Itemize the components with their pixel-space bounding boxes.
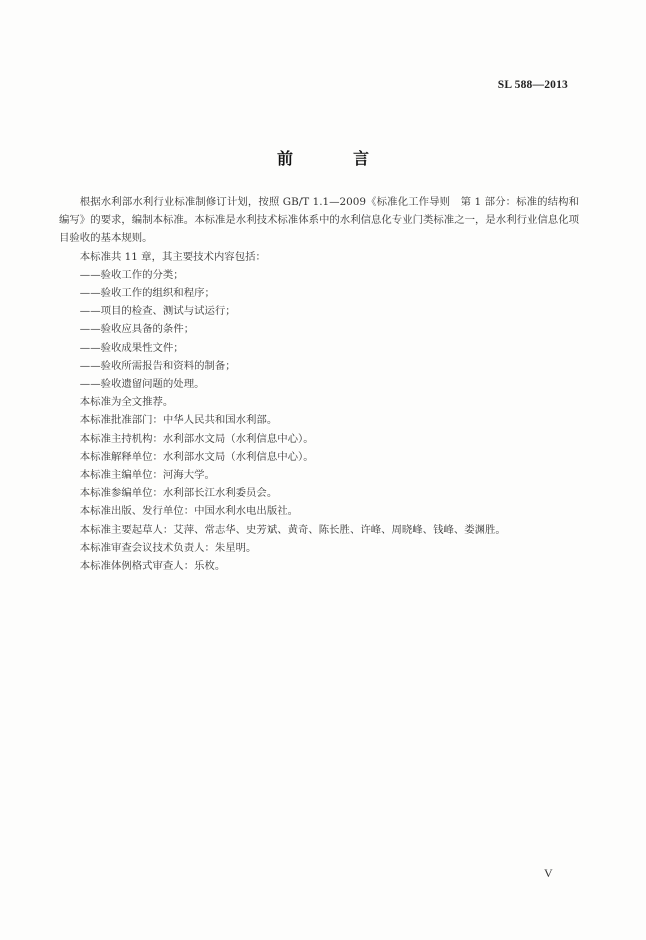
- list-item: ——验收成果性文件；: [79, 341, 184, 354]
- foreword-body: [59, 193, 579, 575]
- content-list: [59, 266, 579, 393]
- page-title: 前 言: [276, 149, 391, 168]
- chapters-intro: 本标准共 11 章，其主要技术内容包括：: [79, 250, 266, 263]
- info-line: 本标准解释单位：水利部水文局（水利信息中心）。: [79, 450, 314, 463]
- list-item: ——验收工作的组织和程序；: [79, 287, 215, 300]
- page-number: V: [544, 866, 553, 880]
- list-item: ——验收应具备的条件；: [79, 323, 195, 336]
- list-item: ——项目的检查、测试与试运行；: [79, 305, 236, 318]
- info-list: [59, 393, 579, 575]
- info-line: 本标准出版、发行单位：中国水利水电出版社。: [79, 505, 298, 518]
- info-line: 本标准批准部门：中华人民共和国水利部。: [79, 414, 278, 427]
- info-line: 本标准主持机构：水利部水文局（水利信息中心）。: [79, 432, 314, 445]
- list-item: ——验收所需报告和资料的制备；: [79, 359, 236, 372]
- info-line: 本标准体例格式审查人：乐枚。: [79, 560, 226, 573]
- list-item: ——验收遗留问题的处理。: [79, 378, 205, 391]
- info-line: 本标准审查会议技术负责人：朱星明。: [79, 541, 257, 554]
- info-line: 本标准主编单位：河海大学。: [79, 469, 215, 482]
- info-line: 本标准主要起草人：艾萍、常志华、史芳斌、黄奇、陈长胜、许峰、周晓峰、钱峰、娄渊胜。: [79, 523, 506, 536]
- list-item: ——验收工作的分类；: [79, 268, 184, 281]
- info-line: 本标准参编单位：水利部长江水利委员会。: [79, 487, 278, 500]
- standard-code: SL 588—2013: [497, 79, 568, 91]
- intro-paragraph: 根据水利部水利行业标准制修订计划，按照 GB/T 1.1—2009《标准化工作导则 第 1 部分：标准的结构和编写》的要求，编制本标准。本标准是水利技术标准体系中的水利信息化专业门类标准之一，是水利行业信息化项目验收的基本规则。: [59, 196, 579, 245]
- info-line: 本标准为全文推荐。: [79, 396, 174, 409]
